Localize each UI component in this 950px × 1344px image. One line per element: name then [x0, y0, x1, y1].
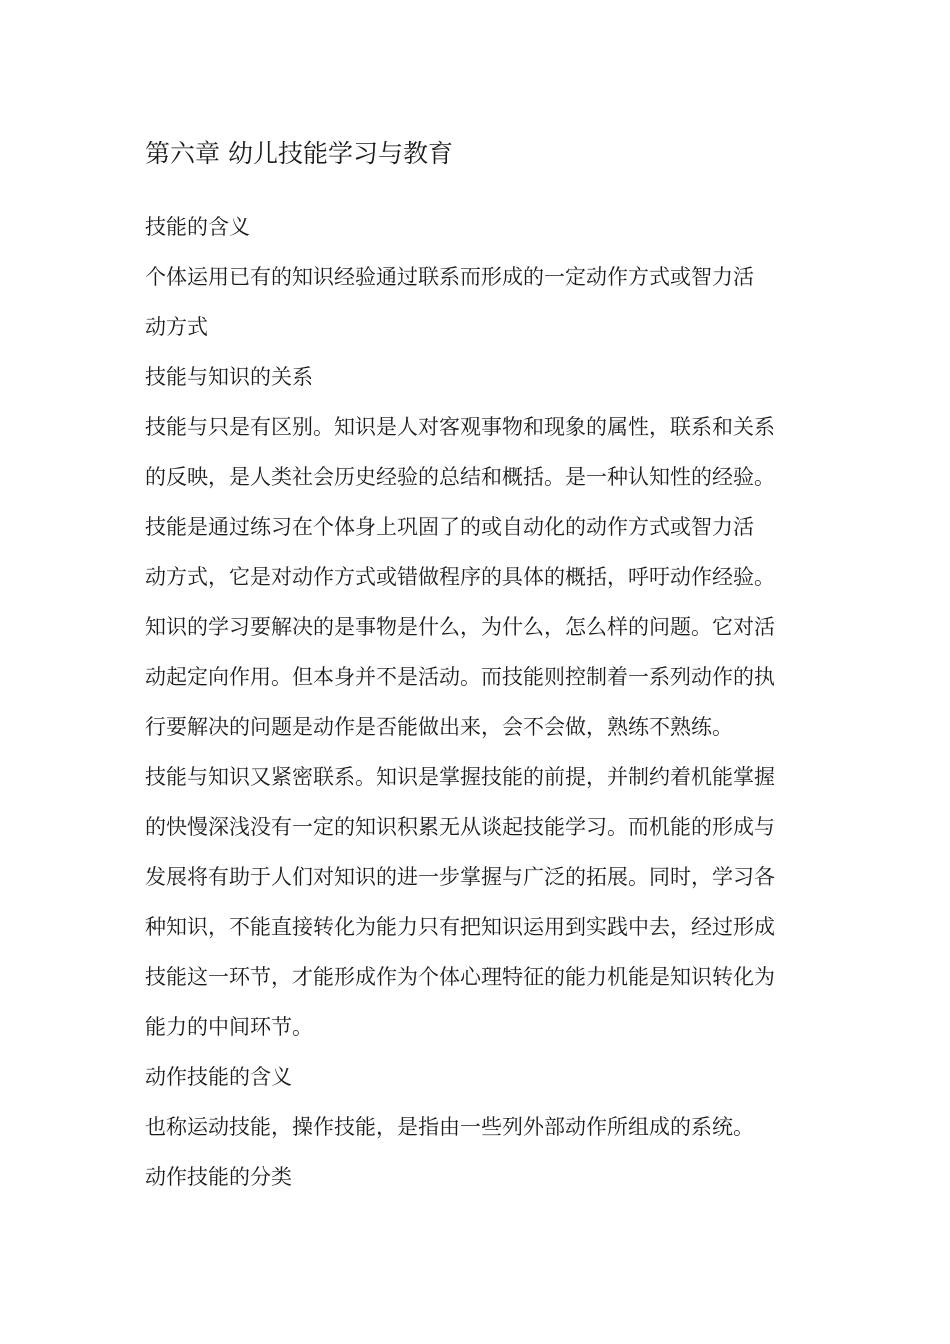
paragraph-line: 技能与知识又紧密联系。知识是掌握技能的前提，并制约着机能掌握 — [145, 765, 775, 789]
paragraph-line: 技能这一环节，才能形成作为个体心理特征的能力机能是知识转化为 — [145, 965, 775, 989]
paragraph-line: 也称运动技能，操作技能，是指由一些列外部动作所组成的系统。 — [145, 1115, 754, 1139]
paragraph-line: 知识的学习要解决的是事物是什么，为什么，怎么样的问题。它对活 — [145, 615, 775, 639]
paragraph-line: 的反映，是人类社会历史经验的总结和概括。是一种认知性的经验。 — [145, 465, 775, 489]
paragraph-line: 技能与只是有区别。知识是人对客观事物和现象的属性，联系和关系 — [145, 415, 775, 439]
paragraph-line: 动方式 — [145, 315, 208, 339]
paragraph-line: 发展将有助于人们对知识的进一步掌握与广泛的拓展。同时，学习各 — [145, 865, 775, 889]
paragraph-line: 技能是通过练习在个体身上巩固了的或自动化的动作方式或智力活 — [145, 515, 754, 539]
section-heading: 技能的含义 — [145, 215, 250, 239]
paragraph-line: 个体运用已有的知识经验通过联系而形成的一定动作方式或智力活 — [145, 265, 754, 289]
section-heading: 技能与知识的关系 — [145, 365, 313, 389]
paragraph-line: 行要解决的问题是动作是否能做出来，会不会做，熟练不熟练。 — [145, 715, 733, 739]
paragraph-line: 动方式，它是对动作方式或错做程序的具体的概括，呼吁动作经验。 — [145, 565, 775, 589]
document-body — [145, 202, 809, 1202]
chapter-title: 第六章 幼儿技能学习与教育 — [145, 139, 453, 168]
paragraph-line: 的快慢深浅没有一定的知识积累无从谈起技能学习。而机能的形成与 — [145, 815, 775, 839]
paragraph-line: 能力的中间环节。 — [145, 1015, 313, 1039]
paragraph-line: 种知识，不能直接转化为能力只有把知识运用到实践中去，经过形成 — [145, 915, 775, 939]
paragraph-line: 动起定向作用。但本身并不是活动。而技能则控制着一系列动作的执 — [145, 665, 775, 689]
section-heading: 动作技能的含义 — [145, 1065, 292, 1089]
section-heading: 动作技能的分类 — [145, 1165, 292, 1189]
